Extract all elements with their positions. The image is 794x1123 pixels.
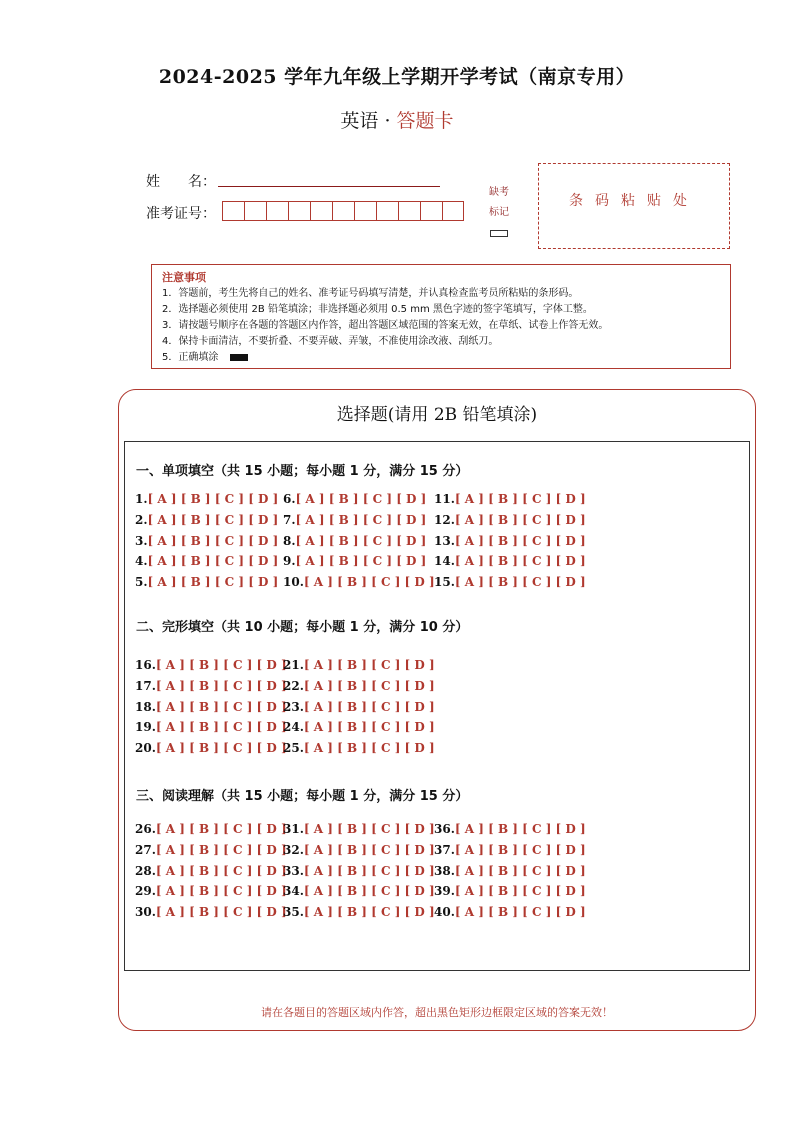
question-number: 34. — [283, 884, 304, 899]
question-number: 15. — [434, 575, 455, 590]
question-23-bubbles[interactable] — [283, 700, 435, 714]
answer-options[interactable]: [ A ] [ B ] [ C ] [ D ] — [155, 863, 287, 878]
question-9-bubbles[interactable] — [283, 554, 426, 568]
question-number: 40. — [434, 905, 455, 920]
exam-id-digit-box[interactable] — [354, 201, 376, 221]
name-label: 姓 名： — [146, 174, 216, 190]
choice-section-title: 选择题(请用 2B 铅笔填涂) — [336, 405, 538, 425]
answer-options[interactable]: [ A ] [ B ] [ C ] [ D ] — [454, 822, 586, 836]
answer-options[interactable]: [ A ] [ B ] [ C ] [ D ] — [454, 554, 586, 569]
answer-options[interactable]: [ A ] [ B ] [ C ] [ D ] — [454, 842, 586, 857]
answer-options[interactable]: [ A ] [ B ] [ C ] [ D ] — [155, 741, 287, 756]
exam-id-digit-box[interactable] — [266, 201, 288, 221]
question-2-bubbles[interactable] — [135, 513, 278, 527]
question-number: 21. — [283, 658, 304, 672]
question-7-bubbles[interactable] — [283, 513, 426, 527]
answer-options[interactable]: [ A ] [ B ] [ C ] [ D ] — [147, 575, 279, 590]
answer-options[interactable]: [ A ] [ B ] [ C ] [ D ] — [303, 699, 435, 714]
answer-options[interactable]: [ A ] [ B ] [ C ] [ D ] — [295, 512, 427, 527]
question-number: 9. — [283, 554, 296, 569]
answer-card-label: 答题卡 — [396, 110, 454, 132]
question-36-bubbles[interactable] — [434, 822, 586, 836]
question-number: 11. — [434, 492, 455, 506]
question-number: 1. — [135, 492, 148, 506]
barcode-area — [538, 163, 730, 249]
footer-warning: 请在各题目的答题区域内作答，超出黑色矩形边框限定区域的答案无效！ — [261, 1006, 613, 1019]
answer-options[interactable]: [ A ] [ B ] [ C ] [ D ] — [155, 884, 287, 899]
question-number: 32. — [283, 842, 304, 857]
question-number: 17. — [135, 678, 156, 693]
question-number: 12. — [434, 512, 455, 527]
exam-title: 2024-2025 学年九年级上学期开学考试（南京专用） — [158, 66, 636, 88]
answer-options[interactable]: [ A ] [ B ] [ C ] [ D ] — [155, 678, 287, 693]
question-number: 33. — [283, 863, 304, 878]
absent-mark-label — [484, 183, 514, 223]
section-title-cloze: 二、完形填空（共 10 小题；每小题 1 分，满分 10 分） — [136, 620, 469, 635]
question-25-bubbles[interactable] — [283, 741, 435, 755]
notice-item-fill-example — [162, 350, 720, 366]
section-title-single-choice: 一、单项填空（共 15 小题；每小题 1 分，满分 15 分） — [136, 464, 469, 479]
notice-item-text: 5．正确填涂 — [162, 352, 219, 363]
question-39-bubbles[interactable] — [434, 884, 586, 898]
answer-options[interactable]: [ A ] [ B ] [ C ] [ D ] — [303, 863, 435, 878]
exam-id-digit-box[interactable] — [420, 201, 442, 221]
question-number: 25. — [283, 741, 304, 756]
question-number: 16. — [135, 658, 156, 672]
question-3-bubbles[interactable] — [135, 534, 278, 548]
question-number: 30. — [135, 905, 156, 920]
exam-subtitle — [0, 106, 794, 133]
answer-options[interactable]: [ A ] [ B ] [ C ] [ D ] — [303, 884, 435, 899]
answer-options[interactable]: [ A ] [ B ] [ C ] [ D ] — [155, 905, 287, 920]
answer-options[interactable]: [ A ] [ B ] [ C ] [ D ] — [295, 492, 427, 506]
question-number: 27. — [135, 842, 156, 857]
question-38-bubbles[interactable] — [434, 864, 586, 878]
question-31-bubbles[interactable] — [283, 822, 435, 836]
question-number: 20. — [135, 741, 156, 756]
question-21-bubbles[interactable] — [283, 658, 435, 672]
question-13-bubbles[interactable] — [434, 534, 586, 548]
answer-options[interactable]: [ A ] [ B ] [ C ] [ D ] — [454, 533, 586, 548]
question-29-bubbles[interactable] — [135, 884, 287, 898]
question-33-bubbles[interactable] — [283, 864, 435, 878]
notice-title: 注意事项 — [162, 271, 206, 284]
question-8-bubbles[interactable] — [283, 534, 426, 548]
question-20-bubbles[interactable] — [135, 741, 287, 755]
exam-id-digit-box[interactable] — [398, 201, 420, 221]
exam-id-digit-box[interactable] — [244, 201, 266, 221]
answer-options[interactable]: [ A ] [ B ] [ C ] [ D ] — [155, 822, 287, 836]
question-number: 37. — [434, 842, 455, 857]
answer-options[interactable]: [ A ] [ B ] [ C ] [ D ] — [303, 822, 435, 836]
answer-options[interactable]: [ A ] [ B ] [ C ] [ D ] — [454, 863, 586, 878]
notice-item: 4．保持卡面清洁，不要折叠、不要弄破、弄皱，不准使用涂改液、刮纸刀。 — [162, 336, 499, 347]
question-37-bubbles[interactable] — [434, 843, 586, 857]
section-title-reading: 三、阅读理解（共 15 小题；每小题 1 分，满分 15 分） — [136, 789, 469, 804]
question-40-bubbles[interactable] — [434, 905, 586, 919]
question-number: 39. — [434, 884, 455, 899]
question-number: 31. — [283, 822, 304, 836]
question-number: 14. — [434, 554, 455, 569]
answer-options[interactable]: [ A ] [ B ] [ C ] [ D ] — [303, 658, 435, 672]
answer-options[interactable]: [ A ] [ B ] [ C ] [ D ] — [155, 842, 287, 857]
question-12-bubbles[interactable] — [434, 513, 586, 527]
question-number: 22. — [283, 678, 304, 693]
question-10-bubbles[interactable] — [283, 575, 435, 589]
question-11-bubbles[interactable] — [434, 492, 586, 506]
answer-options[interactable]: [ A ] [ B ] [ C ] [ D ] — [303, 905, 435, 920]
notice-item: 2．选择题必须使用 2B 铅笔填涂；非选择题必须用 0.5 mm 黑色字迹的签字笔填写，字体工整。 — [162, 304, 593, 315]
question-number: 2. — [135, 512, 148, 527]
question-number: 8. — [283, 533, 296, 548]
question-number: 29. — [135, 884, 156, 899]
question-number: 35. — [283, 905, 304, 920]
answer-options[interactable]: [ A ] [ B ] [ C ] [ D ] — [303, 678, 435, 693]
question-number: 13. — [434, 533, 455, 548]
notice-box — [151, 264, 731, 369]
answer-options[interactable]: [ A ] [ B ] [ C ] [ D ] — [303, 741, 435, 756]
absent-mark-label-line1: 缺考 — [489, 187, 509, 198]
notice-item: 1．答题前，考生先将自己的姓名、准考证号码填写清楚，并认真检查监考员所粘贴的条形码。 — [162, 288, 579, 299]
answer-options[interactable]: [ A ] [ B ] [ C ] [ D ] — [295, 554, 427, 569]
question-35-bubbles[interactable] — [283, 905, 435, 919]
question-16-bubbles[interactable] — [135, 658, 287, 672]
question-32-bubbles[interactable] — [283, 843, 435, 857]
notice-item: 3．请按题号顺序在各题的答题区内作答，超出答题区域范围的答案无效，在草纸、试卷上作答无效。 — [162, 320, 609, 331]
question-22-bubbles[interactable] — [283, 679, 435, 693]
question-6-bubbles[interactable] — [283, 492, 426, 506]
question-number: 23. — [283, 699, 304, 714]
answer-options[interactable]: [ A ] [ B ] [ C ] [ D ] — [454, 492, 586, 506]
question-number: 10. — [283, 575, 304, 590]
question-14-bubbles[interactable] — [434, 554, 586, 568]
question-number: 6. — [283, 492, 296, 506]
exam-id-digit-box[interactable] — [332, 201, 354, 221]
question-34-bubbles[interactable] — [283, 884, 435, 898]
question-number: 18. — [135, 699, 156, 714]
answer-options[interactable]: [ A ] [ B ] [ C ] [ D ] — [147, 512, 279, 527]
answer-options[interactable]: [ A ] [ B ] [ C ] [ D ] — [147, 492, 279, 506]
subject-label: 英语 · — [340, 110, 397, 132]
exam-id-digit-box[interactable] — [376, 201, 398, 221]
answer-options[interactable]: [ A ] [ B ] [ C ] [ D ] — [147, 533, 279, 548]
name-field[interactable] — [218, 186, 440, 187]
question-27-bubbles[interactable] — [135, 843, 287, 857]
answer-options[interactable]: [ A ] [ B ] [ C ] [ D ] — [303, 720, 435, 735]
question-19-bubbles[interactable] — [135, 720, 287, 734]
question-number: 19. — [135, 720, 156, 735]
question-17-bubbles[interactable] — [135, 679, 287, 693]
question-28-bubbles[interactable] — [135, 864, 287, 878]
question-number: 3. — [135, 533, 148, 548]
exam-id-digit-box[interactable] — [222, 201, 244, 221]
answer-options[interactable]: [ A ] [ B ] [ C ] [ D ] — [295, 533, 427, 548]
answer-options[interactable]: [ A ] [ B ] [ C ] [ D ] — [454, 884, 586, 899]
answer-options[interactable]: [ A ] [ B ] [ C ] [ D ] — [454, 575, 586, 590]
question-number: 5. — [135, 575, 148, 590]
filled-bubble-sample — [230, 354, 248, 361]
question-26-bubbles[interactable] — [135, 822, 287, 836]
exam-id-digit-box[interactable] — [442, 201, 464, 221]
barcode-label: 条码粘贴处 — [569, 193, 699, 209]
answer-options[interactable]: [ A ] [ B ] [ C ] [ D ] — [303, 842, 435, 857]
question-18-bubbles[interactable] — [135, 700, 287, 714]
answer-options[interactable]: [ A ] [ B ] [ C ] [ D ] — [155, 720, 287, 735]
exam-id-label: 准考证号： — [146, 206, 216, 222]
answer-options[interactable]: [ A ] [ B ] [ C ] [ D ] — [454, 905, 586, 920]
question-number: 36. — [434, 822, 455, 836]
answer-options[interactable]: [ A ] [ B ] [ C ] [ D ] — [155, 699, 287, 714]
question-24-bubbles[interactable] — [283, 720, 435, 734]
absent-mark-box[interactable] — [490, 230, 508, 237]
answer-options[interactable]: [ A ] [ B ] [ C ] [ D ] — [303, 575, 435, 590]
exam-id-boxes — [222, 201, 464, 221]
question-number: 38. — [434, 863, 455, 878]
absent-mark-label-line2: 标记 — [489, 207, 509, 218]
question-number: 28. — [135, 863, 156, 878]
question-30-bubbles[interactable] — [135, 905, 287, 919]
question-number: 7. — [283, 512, 296, 527]
answer-options[interactable]: [ A ] [ B ] [ C ] [ D ] — [454, 512, 586, 527]
question-number: 4. — [135, 554, 148, 569]
question-1-bubbles[interactable] — [135, 492, 278, 506]
question-number: 26. — [135, 822, 156, 836]
exam-id-digit-box[interactable] — [288, 201, 310, 221]
question-15-bubbles[interactable] — [434, 575, 586, 589]
exam-id-digit-box[interactable] — [310, 201, 332, 221]
answer-options[interactable]: [ A ] [ B ] [ C ] [ D ] — [147, 554, 279, 569]
question-5-bubbles[interactable] — [135, 575, 278, 589]
question-4-bubbles[interactable] — [135, 554, 278, 568]
question-number: 24. — [283, 720, 304, 735]
answer-options[interactable]: [ A ] [ B ] [ C ] [ D ] — [155, 658, 287, 672]
